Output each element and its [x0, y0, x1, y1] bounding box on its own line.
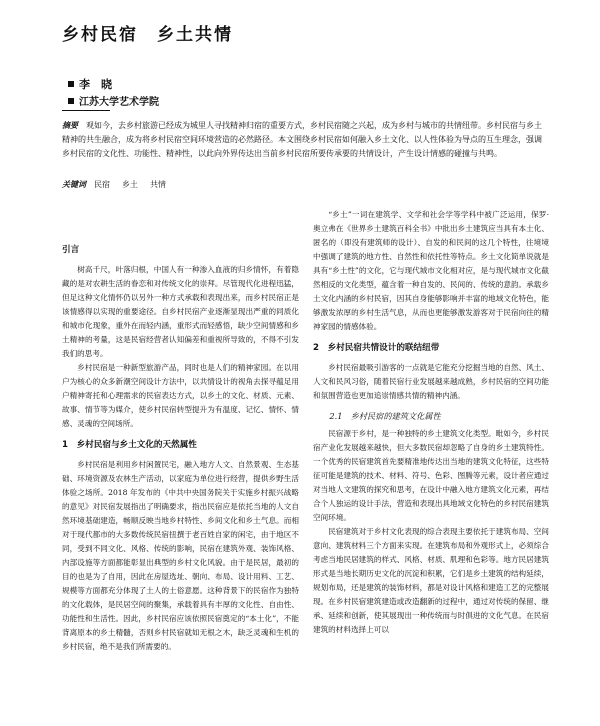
section-heading: 1 乡村民宿与乡土文化的天然属性: [62, 440, 197, 450]
abstract: [62, 118, 544, 161]
paragraph: 乡村民宿是利用乡村闲置民宅，融入地方人文、自然景观、生态基础、环境资源及农林生产活动，以家庭为单位进行经营，提供乡野生活体验之场所。2018 年发布的《中共中央国务院关于实施乡村振兴战略的意见》对民宿发展指出了明确要求，指出民宿应是依托当地的人文自然环境基础建造，畅顺反映当地乡村特性、乡间文化和乡土气息。而相对于现代都市的大多数传统民宿扭撰于老百姓自家的闲宅，由于地区不同，受到不同文化、风格、传统的影响，民宿在建筑外观、装饰风格、内部设施等方面都能彰显出典型的乡村文化风貌。由于是民居，最初的目的也是为了自用，因此在房屋选址、朝向、布局、设计用料、工艺、规模等方面都充分体现了土人的土俗意愿。这种背景下的民宿作为独特的文化载体，是民居空间的聚集，承载着具有丰厚的文化性、自由性、功能性和生活性。因此，乡村民宿应该依照民宿奠定的“本土化”，不能背离原本的乡土精髓，否则乡村民宿就如无根之木，缺乏灵魂和生机的乡村民宿，绝不是我们所需要的。: [62, 460, 299, 651]
paragraph: 乡村民宿最吸引游客的一点就是它能充分挖掘当地的自然、风土、人文和民风习俗，随着民宿行业发展越来越成熟，乡村民宿的空间功能和氛围营造也更加追崇情感共情的精神内涵。: [313, 363, 549, 400]
bullet-square-icon: [68, 81, 74, 87]
section-heading: 引言: [62, 245, 80, 255]
section-heading: 2 乡村民宿共情设计的联结纽带: [313, 343, 440, 353]
right-column: [313, 208, 549, 637]
paragraph: 民宿建筑对于乡村文化表现的综合表现主要依托于建筑布局、空间意向、建筑材料三个方面来实现。在建筑布局和外观形式上，必须综合考虑当地民居建筑的样式、风格、材质、肌理和色彩等。地方民居建筑形式是当地长期历史文化的沉淀和积累，它们是乡土建筑的结构延续，规划布局，还是建筑的装饰材料，都是对设计风格和建造工艺的完整展现。在乡村民宿建筑建造或改造翻新的过程中，通过对传统的保留、继承、延续和创新，使其展现出一种传统而与时俱进的文化气息。在民宿建筑的材料选择上可以: [313, 527, 549, 634]
author-name: 李 晓: [79, 78, 112, 91]
keywords: [62, 179, 178, 190]
paragraph: “乡土”一词在建筑学、文学和社会学等学科中被广泛运用，保罗·奥立弗在《世界乡土建筑百科全书》中批出乡土建筑应当具有本土化、匿名的（即没有建筑师的设计）、自发的和民间的这几个特性，往境境中强调了建筑的地方性、自然性和依托性等特点。乡土文化简单说就是具有“乡土性”的文化，它与现代城市文化相对应，是与现代城市文化截然相反的文化类型，蕴含着一种自发的、民间的、传统的意韵。承载乡土文化内涵的乡村民宿，因其自身能够影响并丰富的地域文化特色，能够激发浓厚的乡村生活气息，从而也更能够激发游客对于民宿向往的精神家园的情感体验。: [313, 210, 549, 331]
divider: [62, 110, 110, 111]
abstract-label: 摘要: [62, 120, 78, 130]
paragraph: 民宿源于乡村，是一种独特的乡土建筑文化类型。毗如今，乡村民宿产业化发展越来越快，但大多数民宿却忽略了自身的乡土建筑特性。一个优秀的民宿建筑首先要精准地传达出当地的建筑文化特征，这些特征可能是建筑的技术、材料、符号、色彩、图腾等元素，设计者应通过对当地人文建筑的探究和思考，在设计中融入地方建筑文化元素，再结合个人独运的设计手法，营造和表现出具地域文化特色的乡村民宿建筑空间环境。: [313, 429, 549, 522]
affiliation: [68, 93, 159, 108]
affiliation-name: 江苏大学艺术学院: [79, 97, 159, 108]
keyword: 民宿: [94, 180, 110, 189]
paragraph: 乡村民宿是一种新型旅游产品，同时也是人们的精神家园。在以用户为核心的众多新潮空间设计方法中，以共情设计的视角去探寻蕴足用户精神寄托和心理需求的民宿表达方式，以乡土的文化、材质、元素、故事、情节等为媒介，使乡村民宿转型提升为有温度、记忆、情怀、情感、灵魂的空间场所。: [62, 363, 299, 428]
article-title: 乡村民宿 乡土共情: [62, 25, 233, 45]
abstract-text: 观如今，去乡村旅游已经成为城里人寻找精神归宿的重要方式，乡村民宿随之兴起，成为乡村与城市的共情纽带。乡村民宿与乡土精神的共生融合，成为将乡村民宿空间环境营造的必然路径。本文围绕乡村民宿如何融入乡土文化、以人性体验为导点的互生理念，强调乡村民宿的文化性、功能性、精神性，以此向外界传达出当前乡村民宿所要传承要的共情设计，产生设计情感的碰撞与共鸣。: [62, 121, 542, 158]
left-column: [62, 236, 299, 654]
paragraph: 树高千尺，叶落归根，中国人有一种渗入血液的归乡情怀，有着隐藏的是对农耕生活的眷恋和对传统文化的崇拜。尽管现代化进程迅猛，但足这种文化情怀仍以另外一种方式承载和表现出来，而乡村民宿正是该情感得以实现的重要途径。自乡村民宿产业逐渐显现出严重的同质化和城市化现象，重外在而轻内涵，重形式而轻感悟，缺少空间情感和乡土精神的考量，这是民宿经营者认知偏差和重视所导致的，不得不引发我们的思考。: [62, 265, 299, 358]
author: [68, 76, 112, 92]
subsection-heading: 2.1 乡村民宿的建筑文化属性: [329, 411, 441, 421]
keyword: 乡土: [122, 180, 138, 189]
bullet-square-icon: [68, 98, 74, 104]
keyword: 共情: [150, 180, 166, 189]
keywords-label: 关键词: [62, 179, 86, 189]
